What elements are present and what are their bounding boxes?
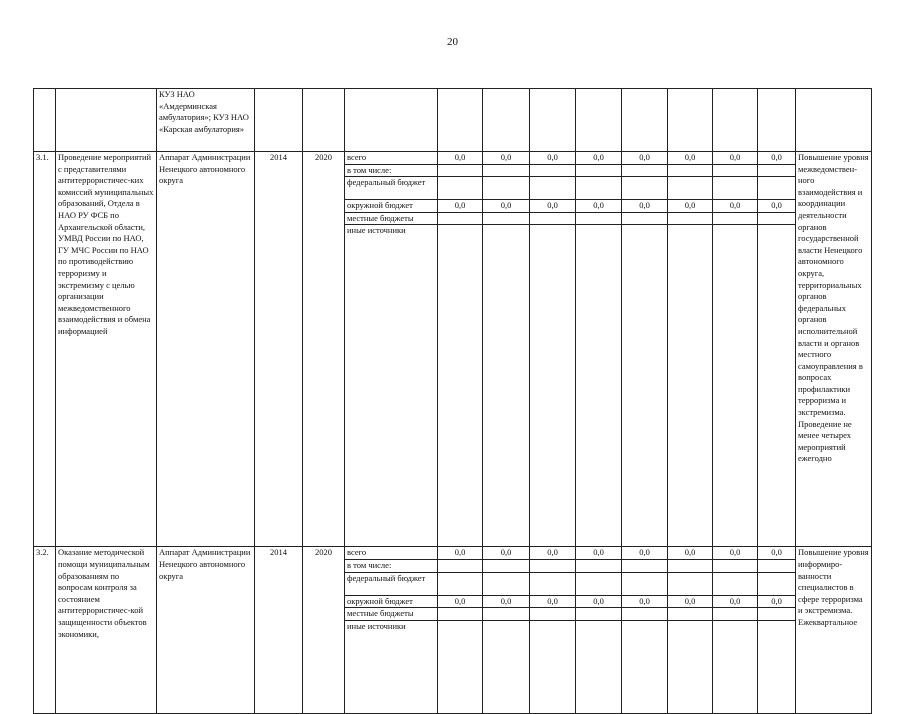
start-year: 2014	[255, 152, 303, 547]
expected-result: Повышение уровня информиро-ванности специалистов в сфере терроризма и экстремизма. Ежеквартальное	[796, 547, 872, 713]
table-row	[34, 547, 872, 560]
value-cell: 0,0	[668, 200, 713, 213]
value-cell: 0,0	[576, 595, 622, 608]
value-cell: 0,0	[758, 200, 796, 213]
value-cell: 0,0	[530, 595, 576, 608]
table-row	[34, 152, 872, 165]
source-federal: федеральный бюджет	[345, 177, 438, 200]
expected-result: Повышение уровня межведомствен-ного взаимодействия и координации деятельности органов государственной власти Ненецкого автономного округа, территориальных органов федеральных органов исполнительной власти и органов местного самоуправления в вопросах профилактики терроризма и экстремизма. Проведение не менее четырех мероприятий ежегодно	[796, 152, 872, 547]
source-mestnye: местные бюджеты	[345, 608, 438, 621]
source-inye: иные источники	[345, 620, 438, 713]
executor: Аппарат Администрации Ненецкого автономного округа	[157, 152, 255, 547]
value-cell: 0,0	[576, 152, 622, 165]
value-cell: 0,0	[483, 152, 530, 165]
source-v-tom-chisle: в том числе:	[345, 559, 438, 572]
value-cell: 0,0	[530, 200, 576, 213]
value-cell: 0,0	[438, 547, 483, 560]
program-activities-table	[33, 88, 872, 714]
start-year: 2014	[255, 547, 303, 713]
value-cell: 0,0	[622, 595, 668, 608]
row-number: 3.2.	[34, 547, 56, 713]
cell-executor: КУЗ НАО «Амдерминская амбулатория»; КУЗ НАО «Карская амбулатория»	[157, 89, 255, 152]
row-number: 3.1.	[34, 152, 56, 547]
source-v-tom-chisle: в том числе:	[345, 164, 438, 177]
value-cell: 0,0	[668, 152, 713, 165]
activity-name: Оказание методической помощи муниципальным образованиям по вопросам контроля за состоянием антитеррористичес-кой защищенности объектов экономики,	[56, 547, 157, 713]
executor: Аппарат Администрации Ненецкого автономного округа	[157, 547, 255, 713]
value-cell: 0,0	[576, 200, 622, 213]
value-cell: 0,0	[576, 547, 622, 560]
cell-num	[34, 89, 56, 152]
continuation-row	[34, 89, 872, 152]
source-vsego: всего	[345, 547, 438, 560]
value-cell: 0,0	[713, 152, 758, 165]
source-okrug: окружной бюджет	[345, 595, 438, 608]
value-cell: 0,0	[438, 200, 483, 213]
value-cell: 0,0	[438, 595, 483, 608]
cell-name	[56, 89, 157, 152]
value-cell: 0,0	[758, 595, 796, 608]
value-cell: 0,0	[483, 200, 530, 213]
value-cell: 0,0	[713, 547, 758, 560]
value-cell: 0,0	[758, 152, 796, 165]
value-cell: 0,0	[622, 200, 668, 213]
value-cell: 0,0	[483, 547, 530, 560]
value-cell: 0,0	[438, 152, 483, 165]
value-cell: 0,0	[483, 595, 530, 608]
end-year: 2020	[303, 152, 345, 547]
source-federal: федеральный бюджет	[345, 572, 438, 595]
value-cell: 0,0	[713, 200, 758, 213]
source-vsego: всего	[345, 152, 438, 165]
value-cell: 0,0	[622, 547, 668, 560]
value-cell: 0,0	[668, 595, 713, 608]
value-cell: 0,0	[530, 547, 576, 560]
value-cell: 0,0	[530, 152, 576, 165]
source-inye: иные источники	[345, 225, 438, 547]
value-cell: 0,0	[668, 547, 713, 560]
source-mestnye: местные бюджеты	[345, 212, 438, 225]
value-cell: 0,0	[622, 152, 668, 165]
source-okrug: окружной бюджет	[345, 200, 438, 213]
value-cell: 0,0	[713, 595, 758, 608]
activity-name: Проведение мероприятий с представителями антитеррористичес-ких комиссий муниципальных образований, Отдела в НАО РУ ФСБ по Архангельской области, УМВД России по НАО, ГУ МЧС России по НАО по противодействию терроризму и экстремизму с целью организации межведомственного взаимодействия и обмена информацией	[56, 152, 157, 547]
value-cell: 0,0	[758, 547, 796, 560]
end-year: 2020	[303, 547, 345, 713]
page-number: 20	[447, 36, 458, 48]
